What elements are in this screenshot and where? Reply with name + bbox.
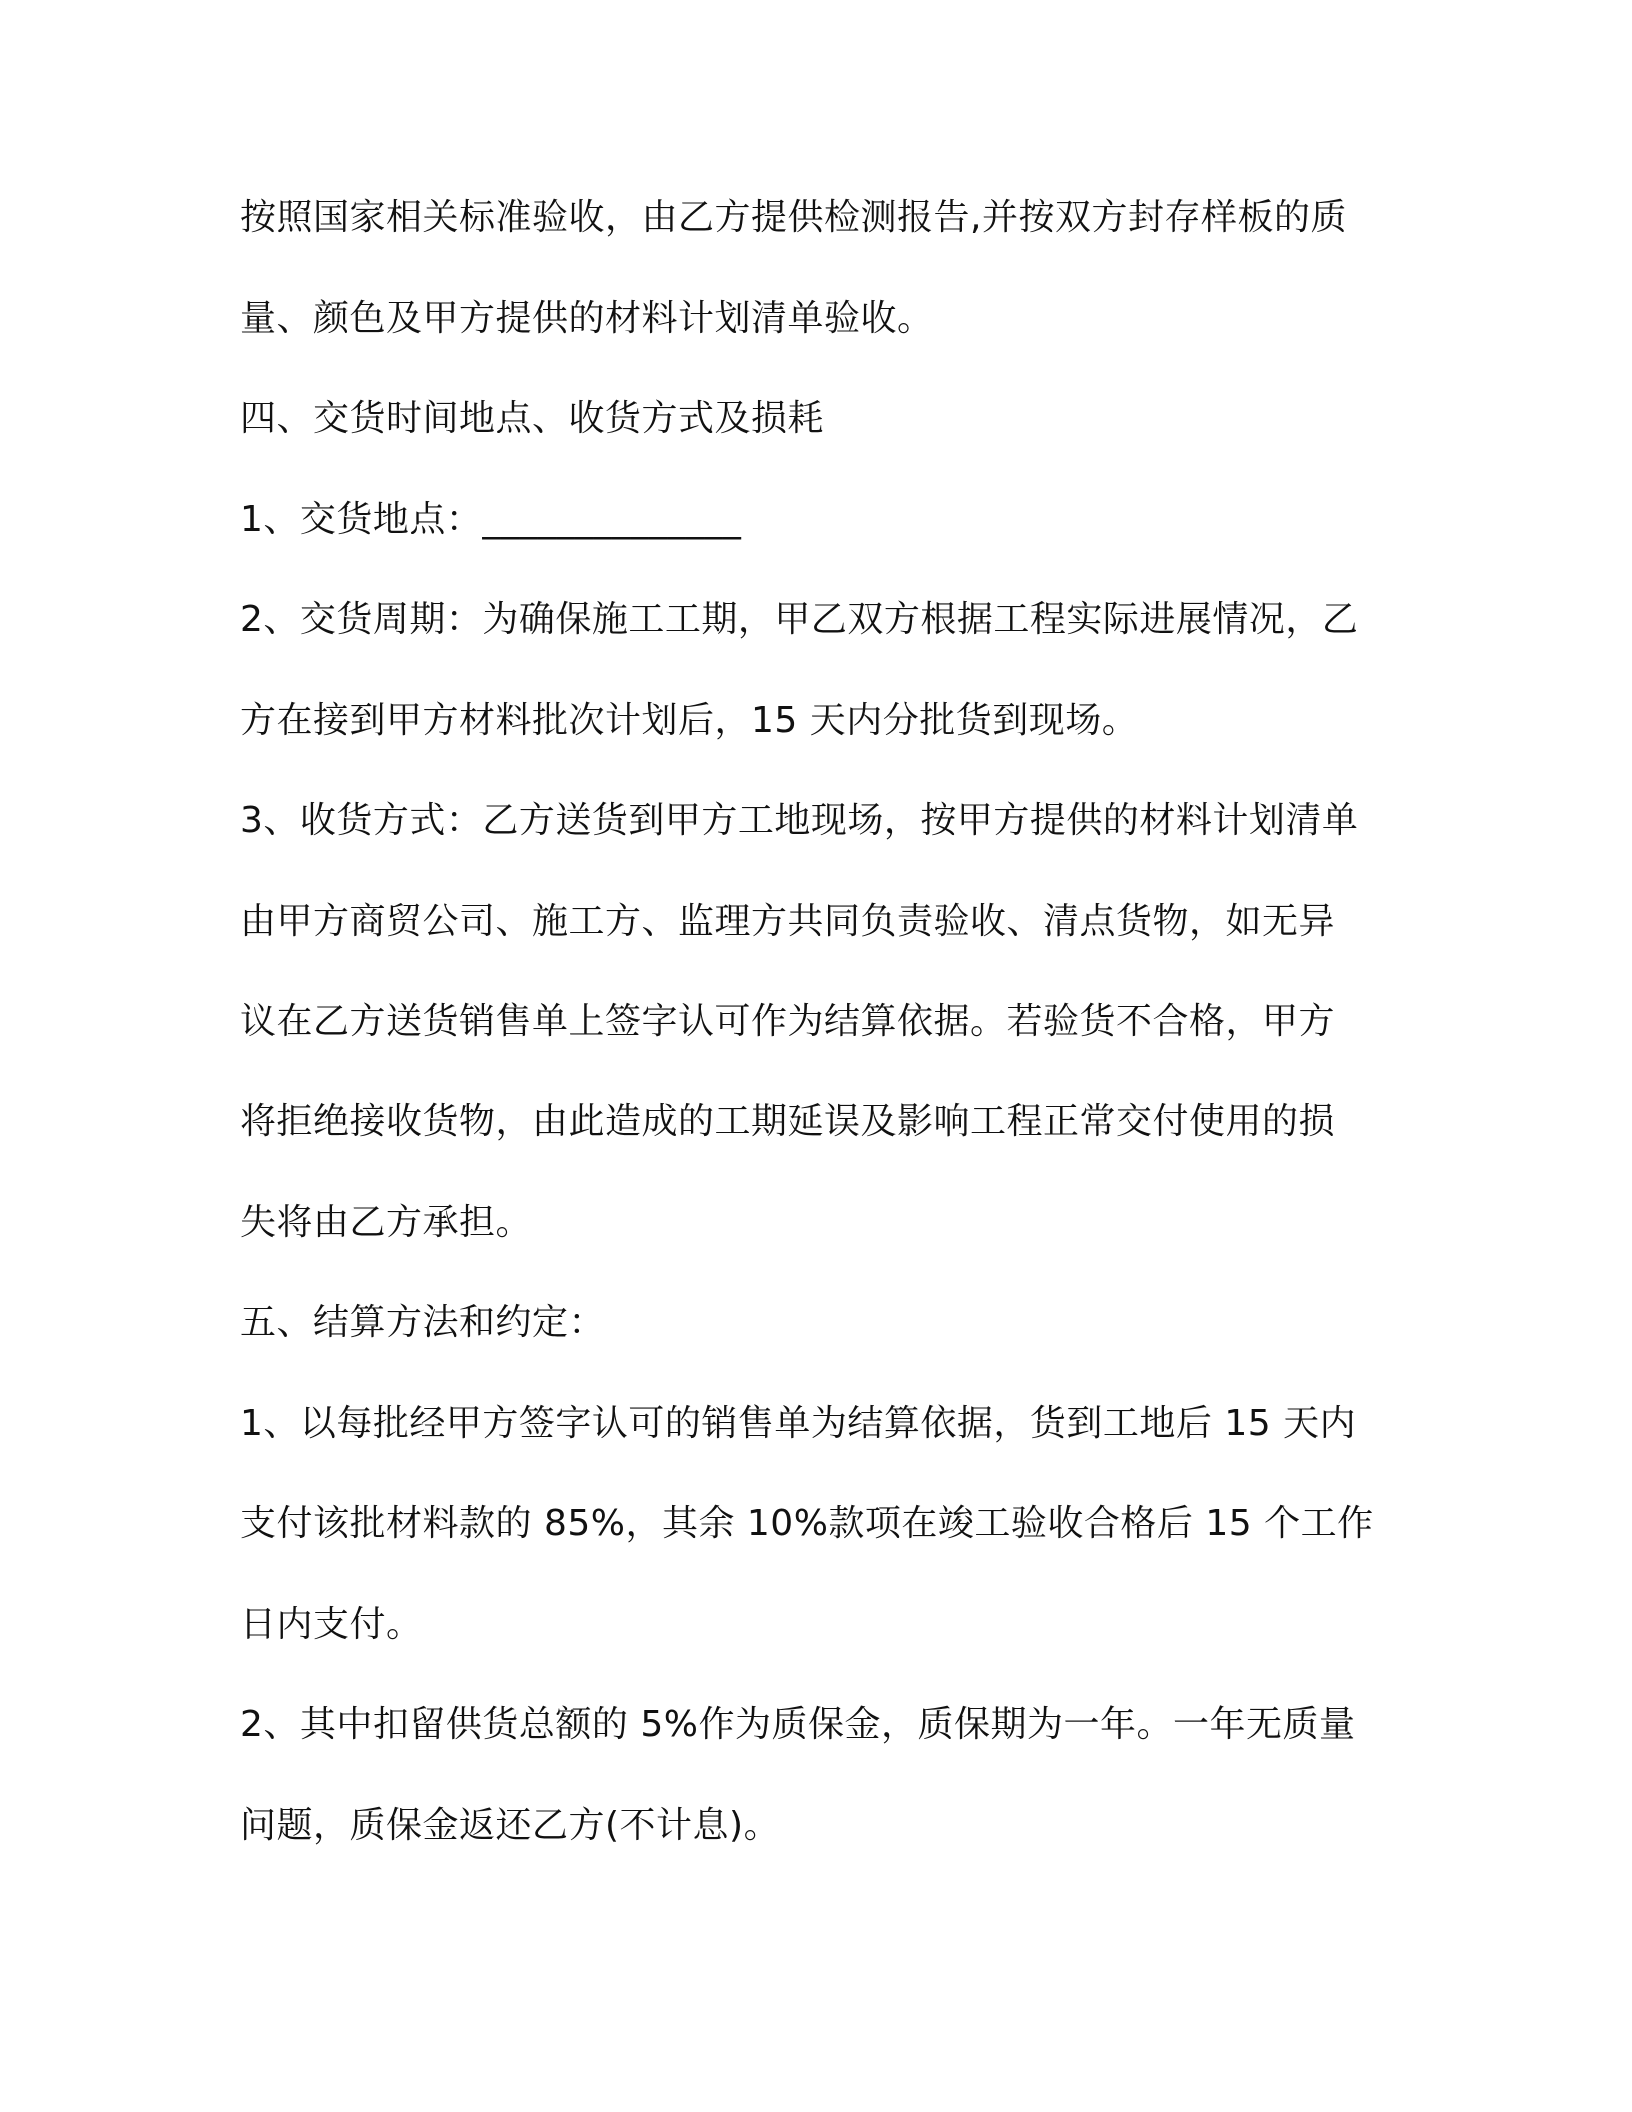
paragraph-line: 3、收货方式：乙方送货到甲方工地现场，按甲方提供的材料计划清单: [240, 800, 1359, 841]
paragraph-line: 支付该批材料款的 85%，其余 10%款项在竣工验收合格后 15 个工作: [240, 1503, 1374, 1544]
paragraph-line: 按照国家相关标准验收，由乙方提供检测报告,并按双方封存样板的质: [240, 197, 1347, 238]
section-heading: 四、交货时间地点、收货方式及损耗: [240, 398, 825, 439]
paragraph-line: 问题，质保金返还乙方(不计息)。: [240, 1805, 781, 1846]
paragraph-line: 失将由乙方承担。: [240, 1202, 533, 1243]
section-heading: 五、结算方法和约定：: [240, 1302, 606, 1343]
paragraph-line: 1、以每批经甲方签字认可的销售单为结算依据，货到工地后 15 天内: [240, 1403, 1357, 1444]
paragraph-line: 由甲方商贸公司、施工方、监理方共同负责验收、清点货物，如无异: [240, 901, 1336, 942]
paragraph-line: 议在乙方送货销售单上签字认可作为结算依据。若验货不合格，甲方: [240, 1001, 1336, 1042]
paragraph-line: 量、颜色及甲方提供的材料计划清单验收。: [240, 298, 934, 339]
paragraph-line: 日内支付。: [240, 1604, 423, 1645]
paragraph-line: 2、交货周期：为确保施工工期，甲乙双方根据工程实际进展情况，乙: [240, 599, 1359, 640]
paragraph-line: 2、其中扣留供货总额的 5%作为质保金，质保期为一年。一年无质量: [240, 1704, 1356, 1745]
paragraph-line: 1、交货地点：______________: [240, 499, 742, 540]
paragraph-line: 方在接到甲方材料批次计划后，15 天内分批货到现场。: [240, 700, 1139, 741]
paragraph-line: 将拒绝接收货物，由此造成的工期延误及影响工程正常交付使用的损: [240, 1101, 1336, 1142]
